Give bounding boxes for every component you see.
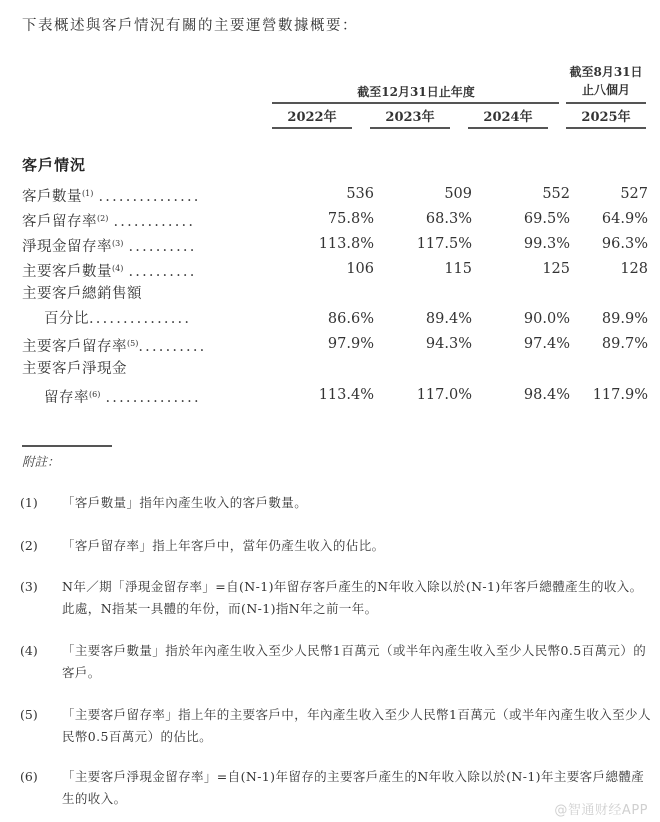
cell-2023: 94.3%	[425, 336, 472, 352]
cell-2022: 536	[346, 186, 374, 202]
cell-2025: 96.3%	[601, 236, 648, 252]
cell-2024: 552	[542, 186, 570, 202]
row-label: 客戶留存率	[22, 214, 97, 230]
header-eight-months-line1: 截至8月31日	[569, 65, 643, 79]
note-number: (5)	[20, 707, 38, 722]
leader-dots: ..........	[128, 239, 197, 255]
cell-2025: 89.7%	[601, 336, 648, 352]
row-label: 客戶數量	[22, 189, 82, 205]
cell-2023: 117.0%	[416, 387, 472, 403]
row-label: 主要客戶數量	[22, 264, 112, 280]
leader-dots: ...............	[98, 189, 201, 205]
leader-dots: ..........	[138, 339, 207, 355]
note-number: (2)	[20, 538, 38, 553]
note-number: (1)	[20, 495, 38, 510]
cell-2023: 68.3%	[425, 211, 472, 227]
row-label: 留存率	[44, 390, 89, 406]
row-note-ref: (3)	[112, 239, 124, 248]
header-fiscal-year: 截至12月31日止年度	[357, 85, 475, 99]
cell-2023: 89.4%	[425, 311, 472, 327]
leader-dots: ...............	[89, 311, 192, 327]
cell-2022: 75.8%	[327, 211, 374, 227]
table-row-customer-retention	[22, 207, 648, 231]
section-title: 客戶情況	[22, 156, 87, 174]
header-eight-months-line2: 止八個月	[581, 83, 630, 97]
note-text: N年／期「淨現金留存率」=自(N-1)年留存客戶產生的N年收入除以於(N-1)年客戶總體產生的收入。此處，N指某一具體的年份，而(N-1)指N年之前一年。	[62, 579, 643, 616]
column-header-2024: 2024年	[483, 110, 533, 125]
cell-2022: 106	[346, 261, 374, 277]
row-note-ref: (6)	[89, 390, 101, 399]
column-header-2025: 2025年	[581, 110, 631, 125]
table-row-net-dollar-retention	[22, 232, 648, 256]
cell-2022: 113.4%	[318, 387, 374, 403]
cell-2024: 90.0%	[523, 311, 570, 327]
note-text: 「主要客戶留存率」指上年的主要客戶中，年內產生收入至少人民幣1百萬元（或半年內產生收入至少人民幣0.5百萬元）的佔比。	[62, 707, 651, 744]
cell-2023: 115	[444, 261, 472, 277]
cell-2023: 509	[444, 186, 472, 202]
cell-2025: 128	[620, 261, 648, 277]
note-text: 「客戶留存率」指上年客戶中，當年仍產生收入的佔比。	[62, 538, 385, 553]
leader-dots: ............	[113, 214, 196, 230]
cell-2024: 99.3%	[523, 236, 570, 252]
row-label: 百分比	[44, 311, 89, 327]
row-note-ref: (1)	[82, 189, 94, 198]
cell-2025: 89.9%	[601, 311, 648, 327]
cell-2022: 86.6%	[327, 311, 374, 327]
header-rule-eight-months	[566, 102, 646, 104]
note-number: (3)	[20, 579, 38, 594]
cell-2024: 98.4%	[523, 387, 570, 403]
watermark: @智通财经APP	[554, 803, 648, 818]
leader-dots: ..........	[128, 264, 197, 280]
row-label: 主要客戶總銷售額	[22, 286, 142, 302]
notes-title: 附註：	[22, 454, 60, 469]
note-text: 「客戶數量」指年內產生收入的客戶數量。	[62, 495, 308, 510]
column-rule-2023	[370, 127, 450, 129]
column-rule-2022	[272, 127, 352, 129]
notes-divider	[22, 445, 112, 447]
table-row-key-customer-ndr	[22, 383, 648, 407]
header-rule-fiscal	[272, 102, 559, 104]
column-rule-2025	[566, 127, 646, 129]
table-row-customer-count	[22, 182, 648, 206]
column-header-2022: 2022年	[287, 110, 337, 125]
table-row-key-customer-sales-pct	[22, 307, 648, 331]
row-label: 主要客戶留存率	[22, 339, 127, 355]
note-text: 「主要客戶數量」指於年內產生收入至少人民幣1百萬元（或半年內產生收入至少人民幣0.5百萬元）的客戶。	[62, 643, 647, 680]
row-note-ref: (2)	[97, 214, 109, 223]
column-rule-2024	[468, 127, 548, 129]
note-text: 「主要客戶淨現金留存率」=自(N-1)年留存的主要客戶產生的N年收入除以於(N-1)年主要客戶總體產生的收入。	[62, 769, 645, 806]
cell-2022: 113.8%	[318, 236, 374, 252]
table-row-key-customer-retention	[22, 332, 648, 356]
intro-text: 下表概述與客戶情況有關的主要運營數據概要：	[22, 18, 358, 34]
table-row-key-customer-sales-label	[22, 282, 644, 306]
table-row-key-customer-count	[22, 257, 648, 281]
cell-2023: 117.5%	[416, 236, 472, 252]
note-number: (6)	[20, 769, 38, 784]
cell-2024: 97.4%	[523, 336, 570, 352]
cell-2024: 69.5%	[523, 211, 570, 227]
cell-2025: 117.9%	[592, 387, 648, 403]
note-number: (4)	[20, 643, 38, 658]
row-label: 淨現金留存率	[22, 239, 112, 255]
table-row-key-customer-ndr-label	[22, 357, 644, 381]
column-header-2023: 2023年	[385, 110, 435, 125]
cell-2022: 97.9%	[327, 336, 374, 352]
row-note-ref: (4)	[112, 264, 124, 273]
cell-2025: 527	[620, 186, 648, 202]
cell-2025: 64.9%	[601, 211, 648, 227]
leader-dots: ..............	[105, 390, 201, 406]
row-label: 主要客戶淨現金	[22, 361, 127, 377]
cell-2024: 125	[542, 261, 570, 277]
row-note-ref: (5)	[127, 339, 139, 348]
